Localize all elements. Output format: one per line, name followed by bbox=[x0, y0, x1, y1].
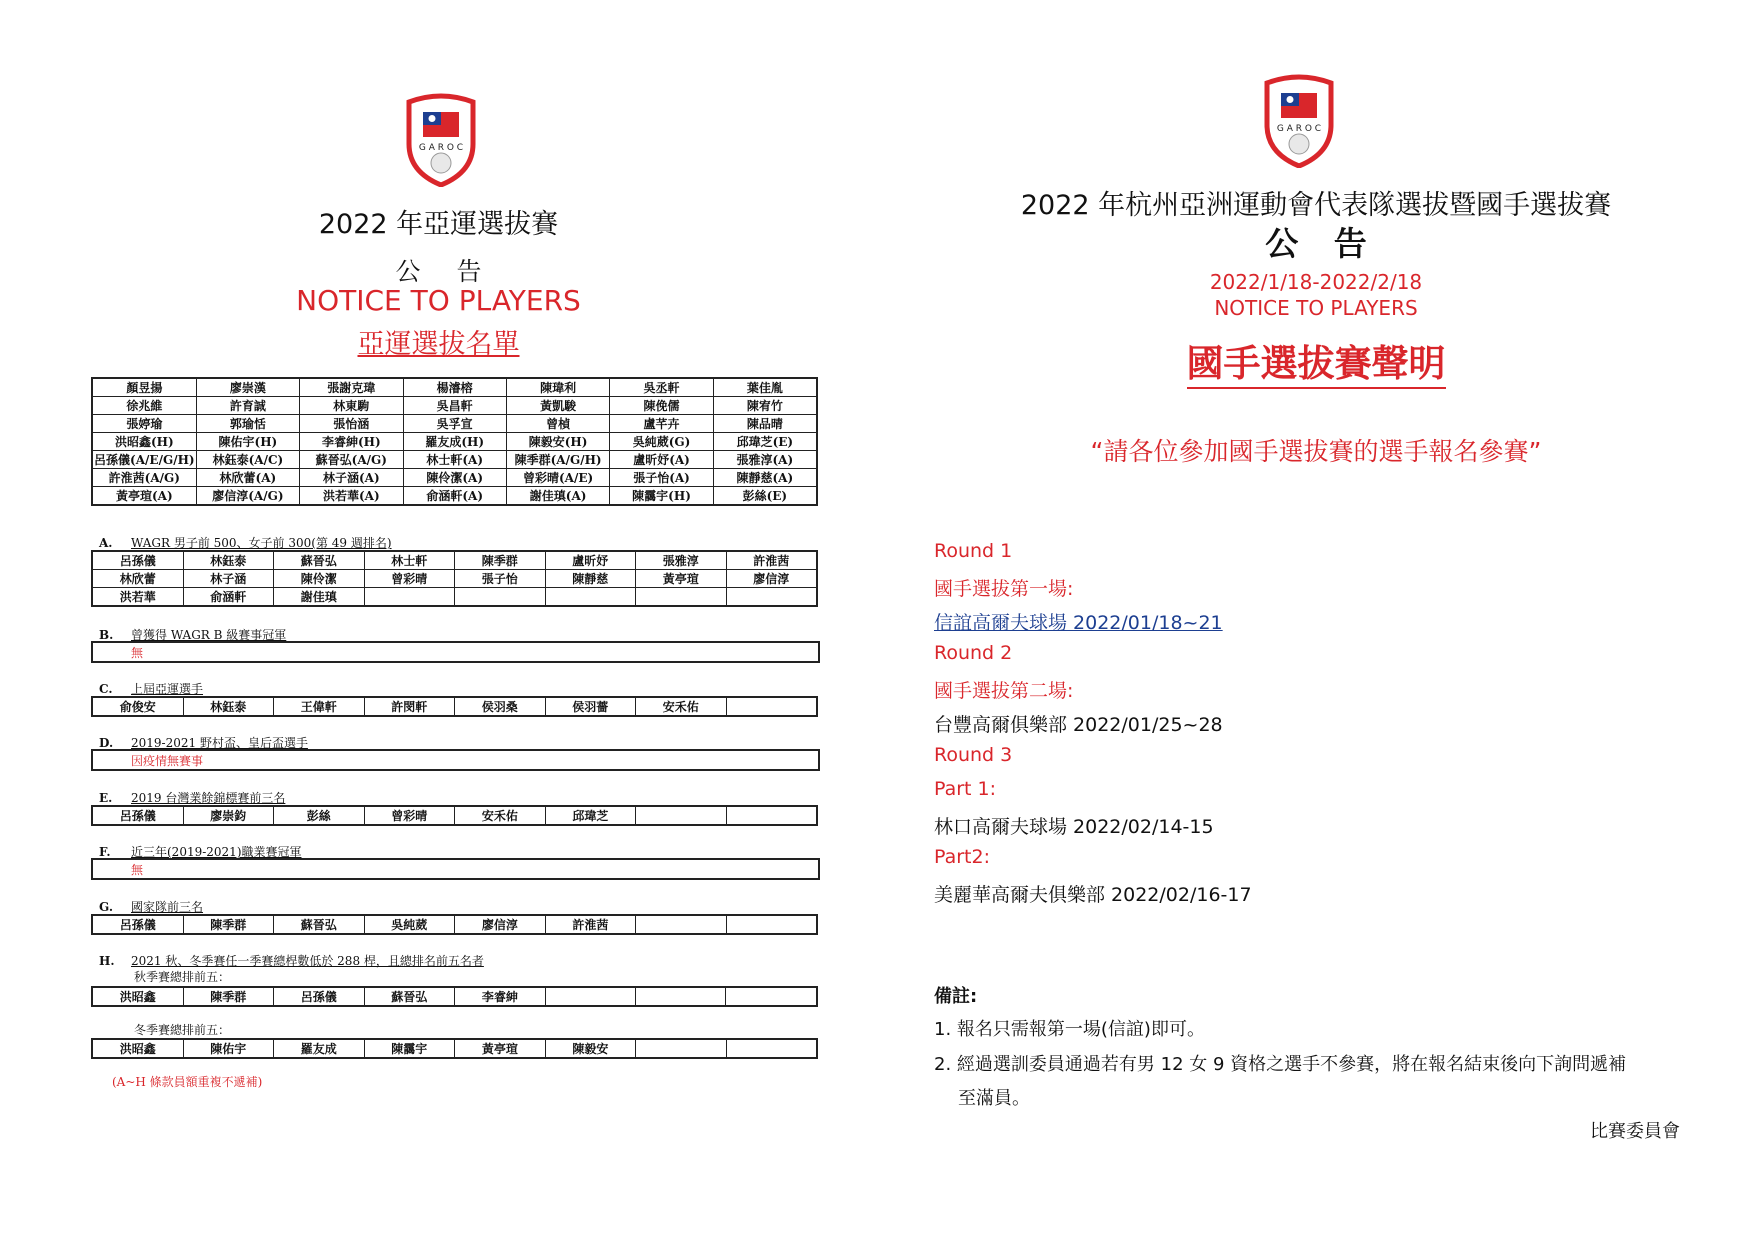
table-cell: 徐兆維 bbox=[92, 397, 196, 415]
table-cell: 曾彩晴 bbox=[364, 806, 455, 825]
table-cell: 陳靄宇 bbox=[364, 1039, 455, 1058]
section-h-winter-table bbox=[91, 1038, 818, 1059]
table-row bbox=[92, 697, 817, 716]
table-cell: 邱瑋芝 bbox=[545, 806, 636, 825]
table-cell: 陳伶潔 bbox=[274, 570, 365, 588]
table-cell: 吳純葳(G) bbox=[610, 433, 713, 451]
table-cell: 許淮茜 bbox=[545, 915, 636, 934]
table-cell: 侯羽桑 bbox=[455, 697, 546, 716]
table-cell: 林子涵(A) bbox=[300, 469, 403, 487]
table-row bbox=[92, 487, 817, 506]
remark-1: 1. 報名只需報第一場(信誼)即可。 bbox=[934, 1019, 1205, 1040]
table-cell bbox=[726, 987, 817, 1006]
table-cell: 俞俊安 bbox=[92, 697, 183, 716]
table-cell: 吳昌軒 bbox=[403, 397, 506, 415]
remark-2: 2. 經過選訓委員通過若有男 12 女 9 資格之選手不參賽，將在報名結束後向下詢問遞補 bbox=[934, 1054, 1627, 1075]
table-cell: 曾楨 bbox=[506, 415, 610, 433]
section-g-label: G. 國家隊前三名 bbox=[99, 900, 204, 914]
schedule-line: 國手選拔第二場: bbox=[934, 680, 1074, 702]
table-cell: 吳丞軒 bbox=[610, 378, 713, 397]
table-cell: 廖信淳(A/G) bbox=[196, 487, 299, 506]
section-b-box: 無 bbox=[91, 641, 820, 663]
table-cell bbox=[364, 588, 455, 607]
section-a-table bbox=[91, 550, 818, 607]
signature: 比賽委員會 bbox=[1590, 1121, 1680, 1142]
table-cell: 安禾佑 bbox=[455, 806, 546, 825]
section-c-label: C. 上屆亞運選手 bbox=[99, 682, 204, 696]
table-cell: 邱瑋芝(E) bbox=[713, 433, 817, 451]
notice-heading-zh: 公 告 bbox=[395, 257, 496, 286]
table-row bbox=[92, 451, 817, 469]
table-row bbox=[92, 397, 817, 415]
section-e-table bbox=[91, 805, 818, 826]
table-cell: 陳靜慈 bbox=[545, 570, 636, 588]
table-row bbox=[92, 570, 817, 588]
table-cell: 謝佳瑱(A) bbox=[506, 487, 610, 506]
schedule-line: Round 3 bbox=[934, 744, 1013, 766]
section-g-table bbox=[91, 914, 818, 935]
table-cell bbox=[545, 588, 636, 607]
table-row bbox=[92, 588, 817, 607]
left-page bbox=[0, 0, 877, 1249]
table-cell: 安禾佑 bbox=[636, 697, 727, 716]
footnote: (A~H 條款員額重複不遞補) bbox=[112, 1075, 263, 1089]
schedule-line[interactable]: 信誼高爾夫球場 2022/01/18~21 bbox=[934, 612, 1223, 634]
section-b-label: B. 曾獲得 WAGR B 級賽事冠軍 bbox=[99, 628, 287, 642]
section-d-box: 因疫情無賽事 bbox=[91, 749, 820, 771]
table-cell: 黃亭瑄 bbox=[636, 570, 727, 588]
section-f-box: 無 bbox=[91, 858, 820, 880]
table-cell: 廖崇鈞 bbox=[183, 806, 274, 825]
schedule-line: 林口高爾夫球場 2022/02/14-15 bbox=[934, 816, 1214, 838]
table-cell: 許淮茜(A/G) bbox=[92, 469, 196, 487]
table-cell: 林鈺泰(A/C) bbox=[196, 451, 299, 469]
table-cell: 楊濬榕 bbox=[403, 378, 506, 397]
schedule-line: Round 1 bbox=[934, 540, 1013, 562]
table-cell: 許閔軒 bbox=[364, 697, 455, 716]
schedule-line: 國手選拔第一場: bbox=[934, 578, 1074, 600]
table-cell: 洪昭鑫 bbox=[92, 987, 183, 1006]
notice-heading-en: NOTICE TO PLAYERS bbox=[1214, 296, 1418, 320]
table-row bbox=[92, 469, 817, 487]
table-cell: 俞涵軒(A) bbox=[403, 487, 506, 506]
table-cell: 廖信淳 bbox=[726, 570, 817, 588]
table-cell: 林鈺泰 bbox=[183, 551, 274, 570]
table-cell: 呂孫儀 bbox=[92, 915, 183, 934]
table-cell: 侯羽薔 bbox=[545, 697, 636, 716]
table-row bbox=[92, 433, 817, 451]
table-cell: 陳季群 bbox=[183, 987, 274, 1006]
remark-2-continued: 至滿員。 bbox=[958, 1088, 1030, 1109]
table-cell: 曾彩晴 bbox=[364, 570, 455, 588]
section-c-table bbox=[91, 696, 818, 717]
table-cell: 蘇晉弘(A/G) bbox=[300, 451, 403, 469]
schedule-line: 美麗華高爾夫俱樂部 2022/02/16-17 bbox=[934, 884, 1252, 906]
table-cell: 陳毅安(H) bbox=[506, 433, 610, 451]
table-cell: 陳伶潔(A) bbox=[403, 469, 506, 487]
table-cell: 羅友成 bbox=[274, 1039, 365, 1058]
schedule-line: Part2: bbox=[934, 846, 990, 868]
table-cell: 陳品晴 bbox=[713, 415, 817, 433]
table-cell: 許育誠 bbox=[196, 397, 299, 415]
page-title: 2022 年杭州亞洲運動會代表隊選拔暨國手選拔賽 bbox=[1020, 190, 1612, 221]
table-cell: 黃亭瑄(A) bbox=[92, 487, 196, 506]
table-cell: 呂孫儀 bbox=[92, 806, 183, 825]
table-cell bbox=[636, 915, 726, 934]
schedule-line: Round 2 bbox=[934, 642, 1013, 664]
table-cell: 張謝克瑋 bbox=[300, 378, 403, 397]
table-cell bbox=[726, 697, 817, 716]
table-cell: 張雅淳 bbox=[636, 551, 727, 570]
table-cell: 陳季群 bbox=[183, 915, 274, 934]
table-cell: 廖崇漢 bbox=[196, 378, 299, 397]
schedule-line: Part 1: bbox=[934, 778, 997, 800]
table-cell: 俞涵軒 bbox=[183, 588, 274, 607]
table-cell: 吳純葳 bbox=[364, 915, 455, 934]
table-row bbox=[92, 915, 817, 934]
table-cell: 呂孫儀 bbox=[92, 551, 183, 570]
table-cell bbox=[726, 915, 817, 934]
table-cell: 陳瑋利 bbox=[506, 378, 610, 397]
table-cell: 林鈺泰 bbox=[183, 697, 274, 716]
table-cell: 黃亭瑄 bbox=[455, 1039, 546, 1058]
table-cell: 蘇晉弘 bbox=[274, 551, 365, 570]
table-row bbox=[92, 415, 817, 433]
section-e-label: E. 2019 台灣業餘錦標賽前三名 bbox=[99, 791, 286, 805]
section-f-label: F. 近三年(2019-2021)職業賽冠軍 bbox=[99, 845, 302, 859]
selection-list-table bbox=[91, 377, 818, 506]
table-cell: 呂孫儀(A/E/G/H) bbox=[92, 451, 196, 469]
svg-text:G A R O C: G A R O C bbox=[1276, 124, 1322, 134]
table-row bbox=[92, 987, 817, 1006]
garoc-logo-icon bbox=[1261, 73, 1337, 168]
winter-caption: 冬季賽總排前五： bbox=[134, 1023, 231, 1037]
table-cell: 郭瑜恬 bbox=[196, 415, 299, 433]
table-cell bbox=[726, 1039, 817, 1058]
table-cell bbox=[545, 987, 635, 1006]
table-cell: 彭絲(E) bbox=[713, 487, 817, 506]
table-cell: 陳毅安 bbox=[545, 1039, 636, 1058]
table-cell: 張雅淳(A) bbox=[713, 451, 817, 469]
table-cell bbox=[726, 806, 817, 825]
table-cell: 盧芊卉 bbox=[610, 415, 713, 433]
table-row bbox=[92, 806, 817, 825]
table-cell: 陳靄宇(H) bbox=[610, 487, 713, 506]
table-cell: 王偉軒 bbox=[274, 697, 365, 716]
table-cell: 林欣蕾(A) bbox=[196, 469, 299, 487]
table-cell bbox=[636, 987, 726, 1006]
table-cell: 盧昕妤(A) bbox=[610, 451, 713, 469]
table-cell: 張怡涵 bbox=[300, 415, 403, 433]
table-cell: 洪若華 bbox=[92, 588, 183, 607]
table-cell: 林士軒 bbox=[364, 551, 455, 570]
table-cell: 陳佑宇 bbox=[183, 1039, 274, 1058]
table-cell: 盧昕妤 bbox=[545, 551, 636, 570]
table-cell: 林欣蕾 bbox=[92, 570, 183, 588]
table-cell: 林東駒 bbox=[300, 397, 403, 415]
table-cell: 張婷瑜 bbox=[92, 415, 196, 433]
table-cell: 洪若華(A) bbox=[300, 487, 403, 506]
table-cell bbox=[726, 588, 817, 607]
date-range: 2022/1/18-2022/2/18 bbox=[1209, 270, 1423, 294]
table-cell: 洪昭鑫(H) bbox=[92, 433, 196, 451]
table-cell: 蘇晉弘 bbox=[274, 915, 365, 934]
table-cell bbox=[636, 1039, 726, 1058]
table-cell: 張子怡 bbox=[455, 570, 546, 588]
table-cell: 陳季群(A/G/H) bbox=[506, 451, 610, 469]
table-cell: 陳季群 bbox=[455, 551, 546, 570]
table-row bbox=[92, 551, 817, 570]
schedule-line: 台豐高爾俱樂部 2022/01/25~28 bbox=[934, 714, 1223, 736]
svg-text:G A R O C: G A R O C bbox=[418, 143, 464, 153]
table-cell: 顏昱揚 bbox=[92, 378, 196, 397]
table-cell: 羅友成(H) bbox=[403, 433, 506, 451]
table-cell: 陳俛儒 bbox=[610, 397, 713, 415]
table-cell: 李睿紳 bbox=[455, 987, 546, 1006]
declaration-title: 國手選拔賽聲明 bbox=[877, 333, 1755, 387]
table-cell: 張子怡(A) bbox=[610, 469, 713, 487]
table-cell: 李睿紳(H) bbox=[300, 433, 403, 451]
table-cell: 吳孚宣 bbox=[403, 415, 506, 433]
table-cell: 蘇晉弘 bbox=[364, 987, 455, 1006]
section-a-label: A. WAGR 男子前 500、女子前 300(第 49 週排名) bbox=[99, 536, 392, 550]
table-row bbox=[92, 1039, 817, 1058]
table-cell: 彭絲 bbox=[274, 806, 365, 825]
table-cell: 曾彩晴(A/E) bbox=[506, 469, 610, 487]
table-cell: 許淮茜 bbox=[726, 551, 817, 570]
section-h-autumn-table bbox=[91, 986, 818, 1007]
table-cell: 陳靜慈(A) bbox=[713, 469, 817, 487]
table-cell: 呂孫儀 bbox=[274, 987, 365, 1006]
autumn-caption: 秋季賽總排前五： bbox=[134, 970, 231, 984]
table-cell bbox=[636, 588, 727, 607]
section-d-label: D. 2019-2021 野村盃、皇后盃選手 bbox=[99, 736, 308, 750]
table-cell: 廖信淳 bbox=[455, 915, 546, 934]
garoc-logo-icon bbox=[403, 92, 479, 187]
page-title: 2022 年亞運選拔賽 bbox=[318, 209, 559, 240]
table-cell: 洪昭鑫 bbox=[92, 1039, 183, 1058]
notice-heading-en: NOTICE TO PLAYERS bbox=[296, 284, 581, 317]
remarks-title: 備註: bbox=[934, 986, 978, 1007]
table-cell: 謝佳瑱 bbox=[274, 588, 365, 607]
table-cell: 林士軒(A) bbox=[403, 451, 506, 469]
table-row bbox=[92, 378, 817, 397]
table-cell: 林子涵 bbox=[183, 570, 274, 588]
table-cell: 黃凱駿 bbox=[506, 397, 610, 415]
table-cell bbox=[455, 588, 546, 607]
section-h-label: H. 2021 秋、冬季賽任一季賽總桿數低於 288 桿，且總排名前五名者 bbox=[99, 954, 484, 968]
selection-list-title: 亞運選拔名單 bbox=[357, 329, 520, 360]
notice-heading-zh: 公 告 bbox=[1265, 224, 1379, 263]
table-cell: 陳宥竹 bbox=[713, 397, 817, 415]
table-cell: 葉佳胤 bbox=[713, 378, 817, 397]
table-cell: 陳佑宇(H) bbox=[196, 433, 299, 451]
quote-text: “請各位參加國手選拔賽的選手報名參賽” bbox=[1090, 437, 1542, 466]
table-cell bbox=[636, 806, 726, 825]
